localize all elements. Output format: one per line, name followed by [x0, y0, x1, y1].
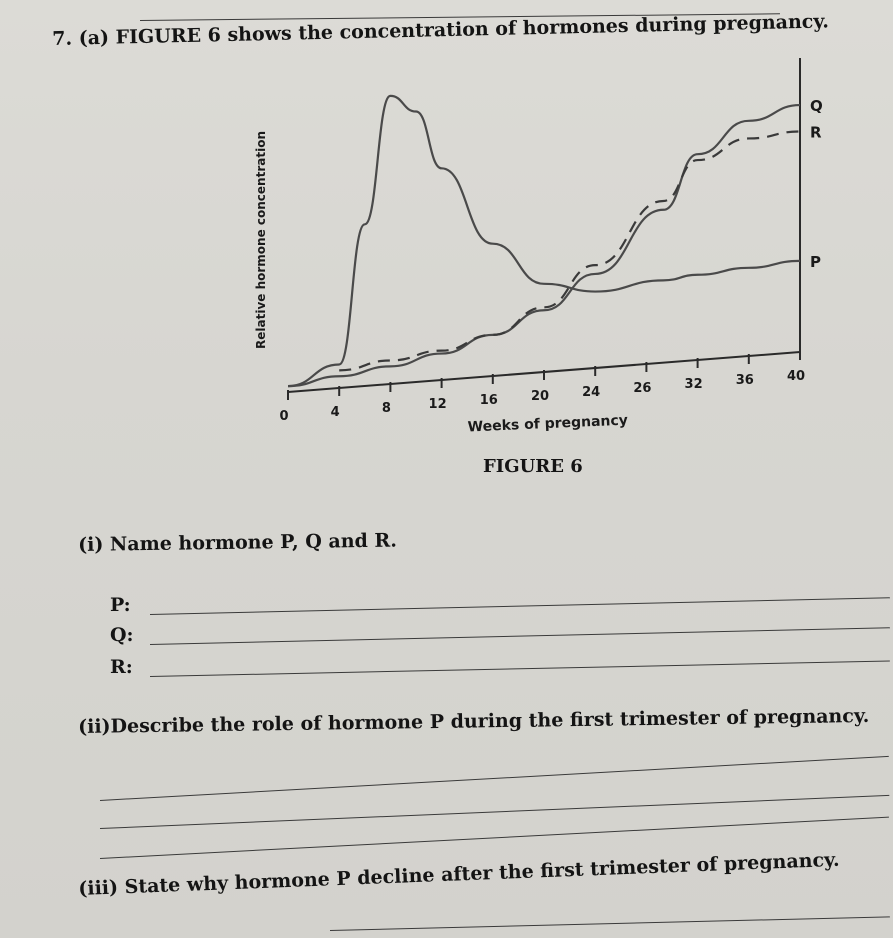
series-line-r [339, 132, 800, 371]
x-tick-label: 12 [428, 397, 447, 412]
question-number: 7. (a) [52, 26, 110, 50]
chart-layer [254, 58, 823, 435]
x-tick-label: 40 [786, 369, 806, 384]
x-tick-label: 32 [684, 377, 703, 392]
series-line-p [288, 96, 800, 386]
series-label-p: P [810, 252, 821, 271]
series-label-q: Q [810, 97, 823, 116]
series-line-q [288, 105, 800, 386]
x-tick-label: 16 [479, 393, 498, 408]
answer-label-p: P: [110, 594, 131, 616]
question-text: shows the concentration of hormones during pregnancy. [220, 10, 830, 47]
part-iii-prompt: (iii) State why hormone P decline after the first trimester of pregnancy. [78, 848, 840, 900]
x-tick-label: 20 [530, 389, 550, 404]
x-axis-label: Weeks of pregnancy [467, 412, 629, 436]
x-tick-label: 0 [279, 409, 289, 424]
x-tick-label: 24 [582, 385, 601, 400]
x-tick-label: 26 [633, 381, 652, 396]
y-axis-label: Relative hormone concentration [254, 131, 268, 349]
part-ii-prompt: (ii)Describe the role of hormone P during the first trimester of pregnancy. [78, 704, 870, 738]
x-tick-label: 8 [381, 401, 391, 416]
figure-caption: FIGURE 6 [483, 456, 583, 477]
part-i-prompt: (i) Name hormone P, Q and R. [78, 529, 398, 556]
question-figure-ref: FIGURE 6 [115, 24, 222, 49]
answer-label-q: Q: [110, 624, 134, 646]
answer-label-r: R: [110, 656, 133, 678]
x-tick-label: 36 [735, 373, 754, 388]
series-label-r: R [810, 123, 822, 142]
x-tick-label: 4 [330, 405, 340, 420]
